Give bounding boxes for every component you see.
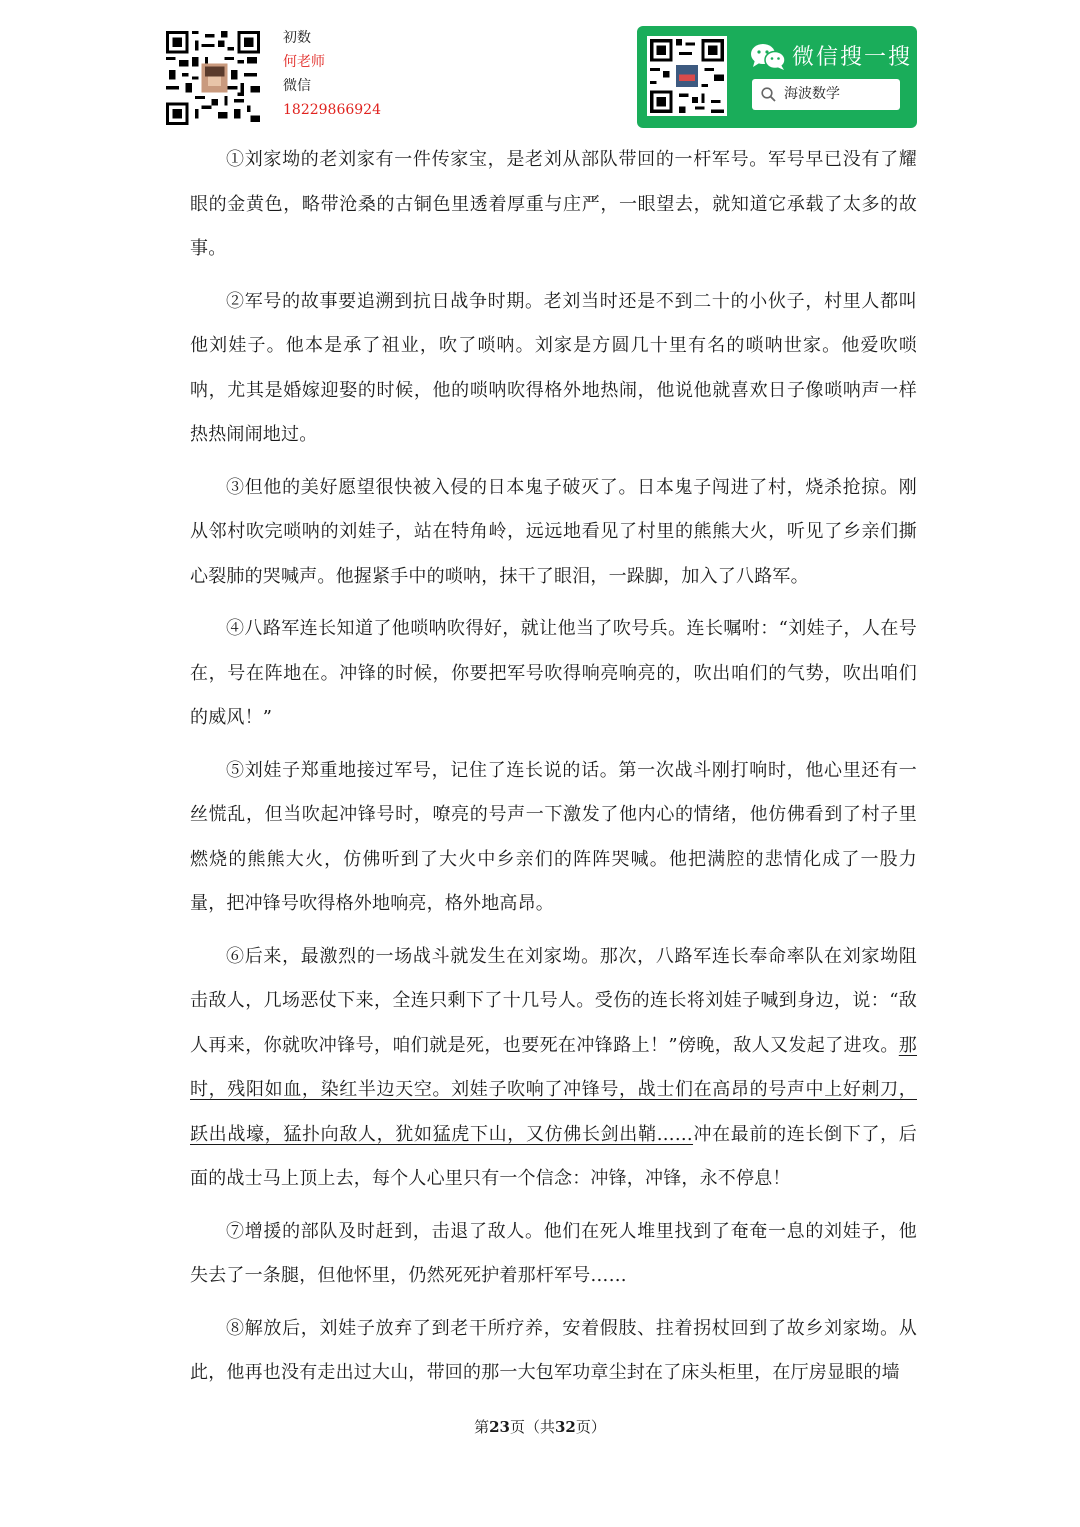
- current-page-number: 23: [489, 1418, 510, 1436]
- paragraph-7: ⑦增援的部队及时赶到，击退了敌人。他们在死人堆里找到了奄奄一息的刘娃子，他失去了一条腿，但他怀里，仍然死死护着那杆军号……: [190, 1220, 917, 1286]
- footer-prefix: 第: [474, 1418, 490, 1436]
- paragraph-3: ③但他的美好愿望很快被入侵的日本鬼子破灭了。日本鬼子闯进了村，烧杀抢掠。刚从邻村吹完唢呐的刘娃子，站在特角岭，远远地看见了村里的熊熊大火，听见了乡亲们撕心裂肺的哭喊声。他握紧手中的唢呐，抹干了眼泪，一跺脚，加入了八路军。: [190, 476, 917, 587]
- paragraph-6-ending: 冲在最前的连长倒下了，后面的战士马上顶上去，每个人心里只有一个信念：冲锋，冲锋，永不停息！: [190, 1123, 917, 1189]
- wechat-search-value: 海波数学: [784, 86, 840, 102]
- wechat-banner-qr-code: [647, 36, 727, 116]
- teacher-subject: 初数: [283, 30, 311, 46]
- paragraph-6-intro: ⑥后来，最激烈的一场战斗就发生在刘家坳。那次，八路军连长奉命率队在刘家坳阻击敌人，几场恶仗下来，全连只剩下了十几号人。受伤的连长将刘娃子喊到身边，说：“敌人再来，你就吹冲锋号，咱们就是死，也要死在冲锋路上！”傍晚，敌人又发起了进攻。: [190, 945, 917, 1056]
- total-page-count: 32: [555, 1418, 576, 1436]
- article-body: [190, 138, 917, 1404]
- teacher-wechat-label: 微信: [283, 78, 311, 94]
- wechat-search-title: 微信搜一搜: [792, 45, 913, 70]
- teacher-wechat-qr-code: [166, 31, 260, 125]
- teacher-name: 何老师: [283, 54, 325, 70]
- wechat-search-box[interactable]: [752, 79, 900, 110]
- search-icon: [761, 87, 776, 102]
- paragraph-1: ①刘家坳的老刘家有一件传家宝，是老刘从部队带回的一杆军号。军号早已没有了耀眼的金黄色，略带沧桑的古铜色里透着厚重与庄严，一眼望去，就知道它承载了太多的故事。: [190, 149, 917, 259]
- paragraph-8: ⑧解放后，刘娃子放弃了到老干所疗养，安着假肢、拄着拐杖回到了故乡刘家坳。从此，他再也没有走出过大山，带回的那一大包军功章尘封在了床头柜里，在厅房显眼的墙: [190, 1317, 917, 1383]
- footer-middle: 页（共: [509, 1418, 555, 1436]
- paragraph-2: ②军号的故事要追溯到抗日战争时期。老刘当时还是不到二十的小伙子，村里人都叫他刘娃子。他本是承了祖业，吹了唢呐。刘家是方圆几十里有名的唢呐世家。他爱吹唢呐，尤其是婚嫁迎娶的时候，他的唢呐吹得格外地热闹，他说他就喜欢日子像唢呐声一样热热闹闹地过。: [190, 290, 917, 445]
- wechat-logo-icon: [750, 43, 786, 71]
- paragraph-6-underlined-passage: 那时，残阳如血，染红半边天空。刘娃子吹响了冲锋号，战士们在高昂的号声中上好刺刀，跃出战壕，猛扑向敌人，犹如猛虎下山，又仿佛长剑出鞘……: [190, 1034, 917, 1145]
- footer-suffix: 页）: [575, 1418, 606, 1436]
- teacher-contact-info: [283, 26, 381, 122]
- wechat-search-banner: [637, 26, 917, 128]
- paragraph-6: [190, 935, 917, 1202]
- teacher-phone-number: 18229866924: [283, 102, 381, 118]
- paragraph-5: ⑤刘娃子郑重地接过军号，记住了连长说的话。第一次战斗刚打响时，他心里还有一丝慌乱，但当吹起冲锋号时，嘹亮的号声一下激发了他内心的情绪，他仿佛看到了村子里燃烧的熊熊大火，仿佛听到了大火中乡亲们的阵阵哭喊。他把满腔的悲情化成了一股力量，把冲锋号吹得格外地响亮，格外地高昂。: [190, 759, 917, 914]
- paragraph-4: ④八路军连长知道了他唢呐吹得好，就让他当了吹号兵。连长嘱咐：“刘娃子，人在号在，号在阵地在。冲锋的时候，你要把军号吹得响亮响亮的，吹出咱们的气势，吹出咱们的威风！”: [190, 618, 917, 728]
- page-number-footer: [0, 1416, 1080, 1437]
